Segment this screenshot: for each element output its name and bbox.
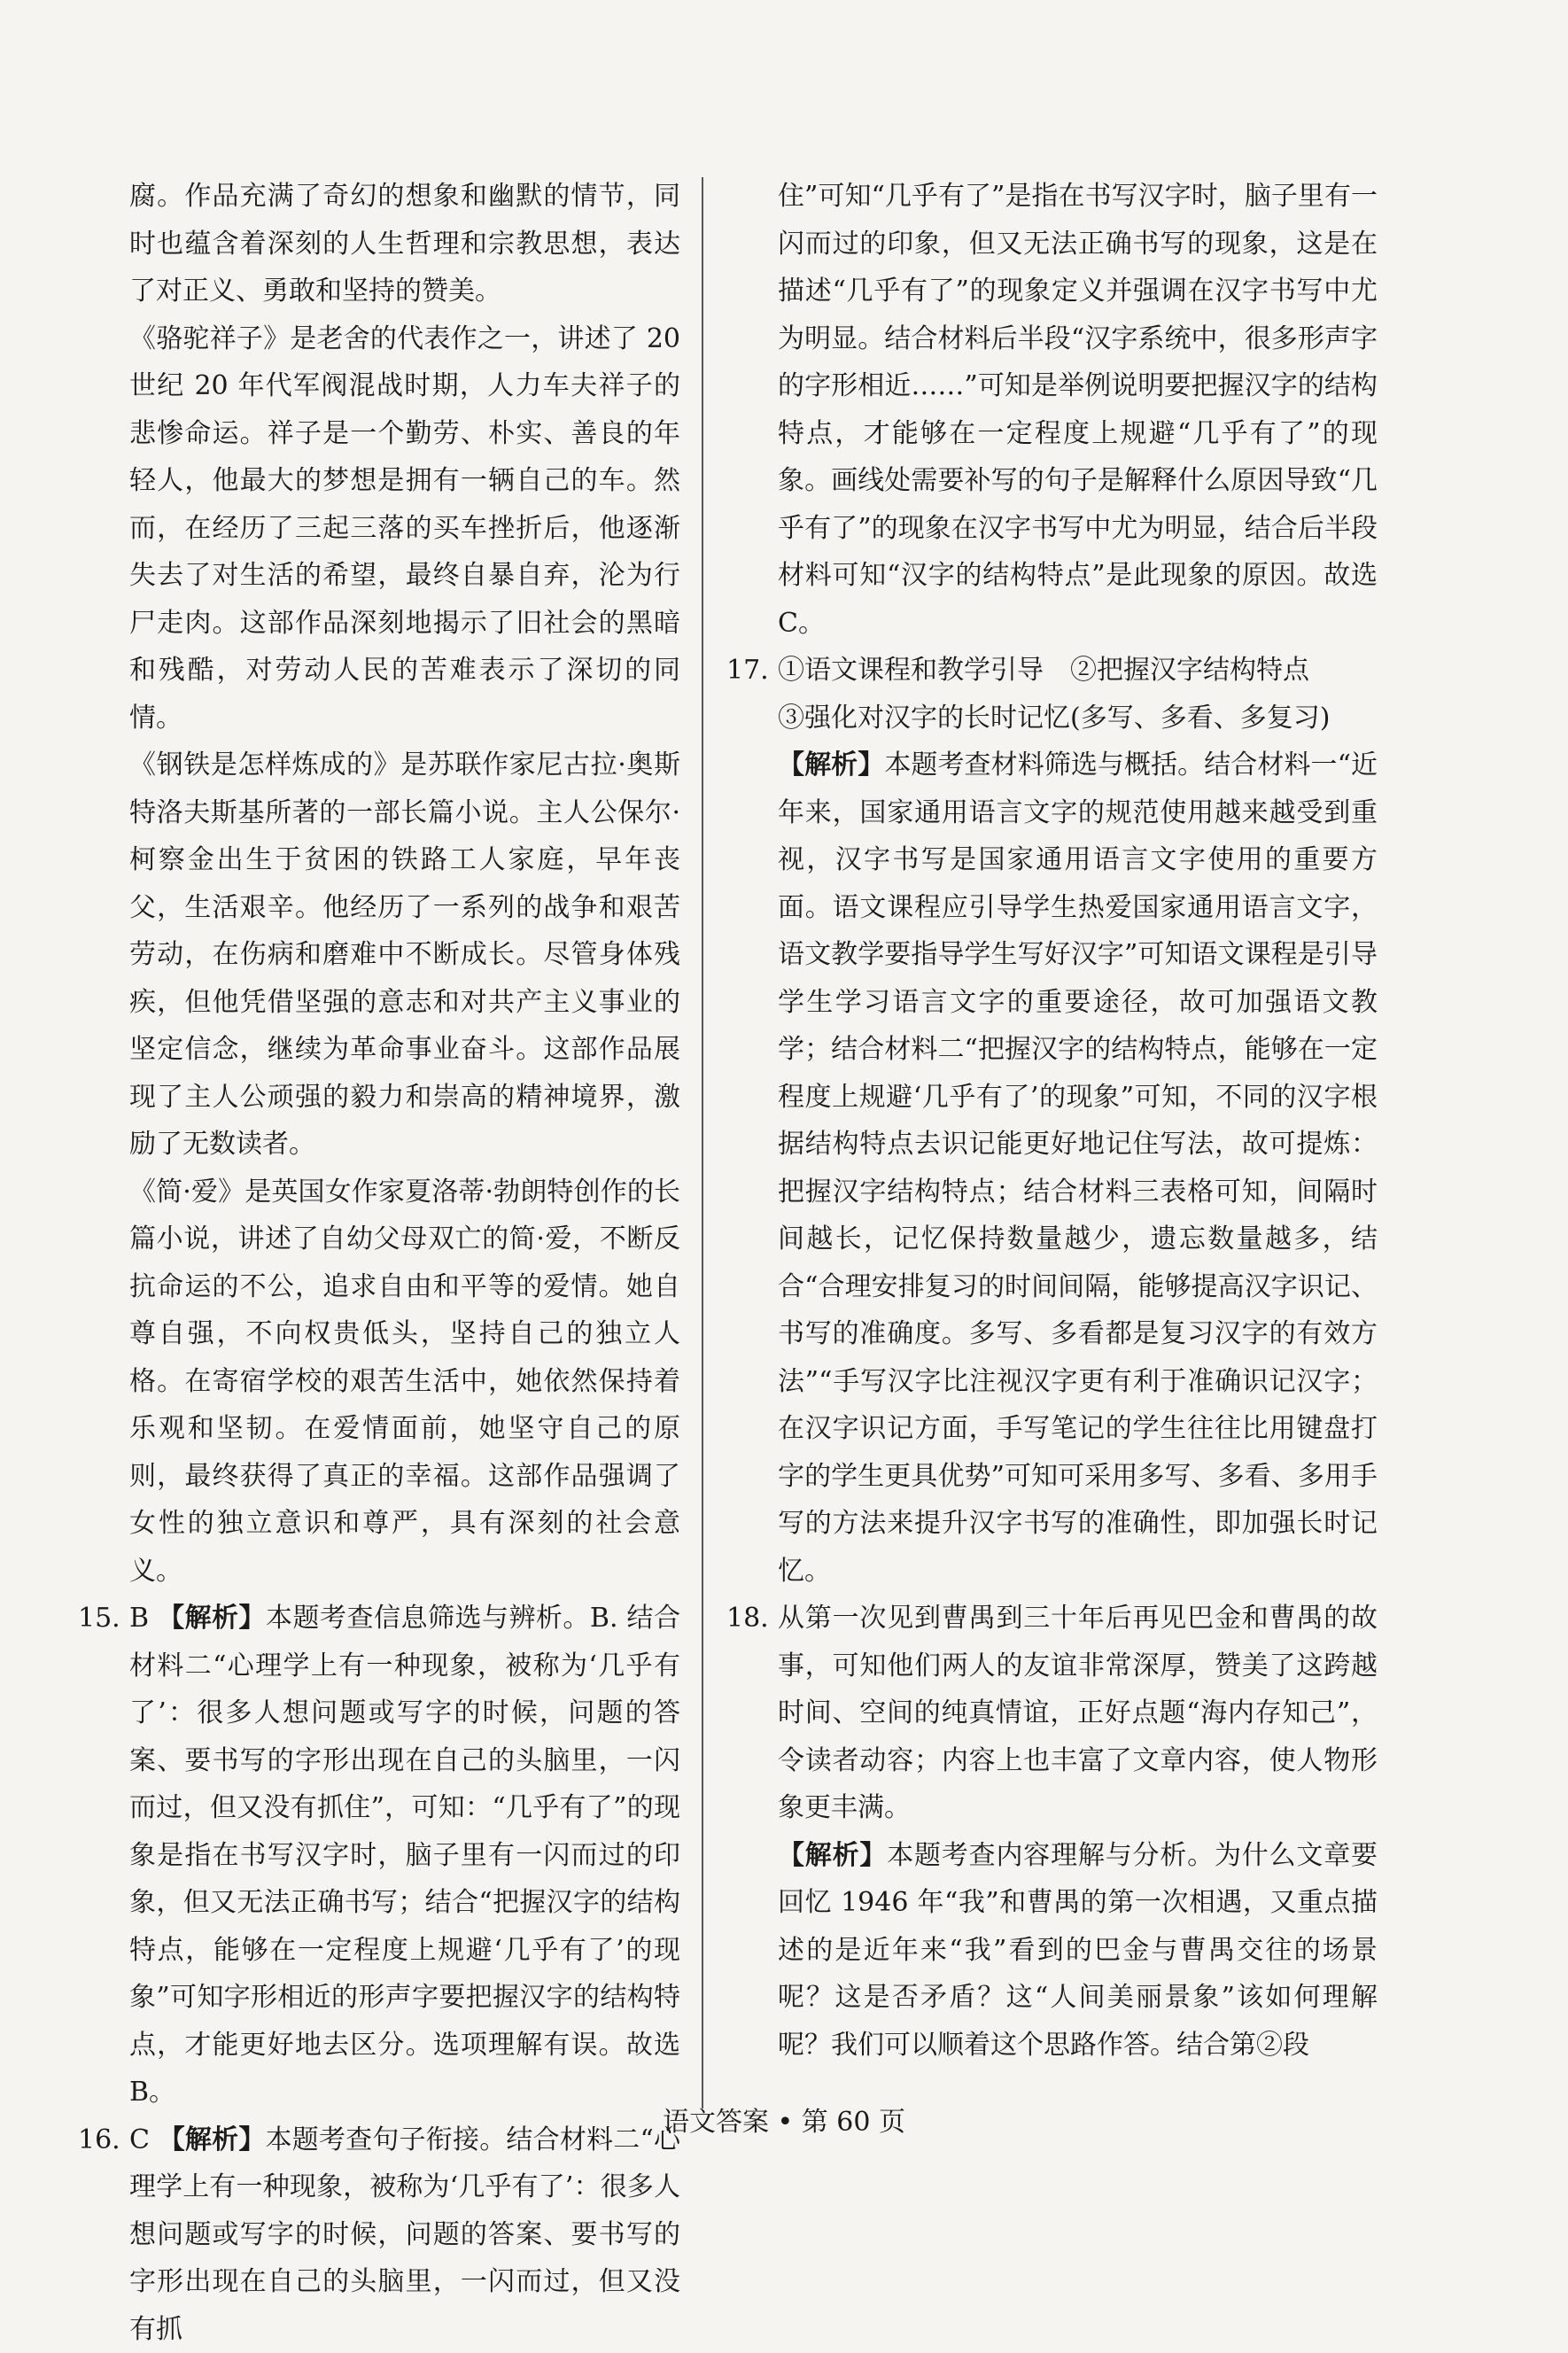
analysis-tag: 【解析】 bbox=[778, 1840, 887, 1871]
question-number: 15. bbox=[78, 1595, 120, 1642]
question-number: 16. bbox=[78, 2116, 120, 2164]
book-summary-jane-eyre: 《简·爱》是英国女作家夏洛蒂·勃朗特创作的长篇小说，讲述了自幼父母双亡的简·爱，不断反抗命运的不公，追求自由和平等的爱情。她自尊自强，不向权贵低头，坚持自己的独立人格。在寄宿学校的艰苦生活中，她依然保持着乐观和坚韧。在爱情面前，她坚守自己的原则，最终获得了真正的幸福。这部作品强调了女性的独立意识和尊严，具有深刻的社会意义。 bbox=[78, 1169, 680, 1596]
left-column bbox=[78, 173, 680, 2353]
book-summary-camel-xiangzi: 《骆驼祥子》是老舍的代表作之一，讲述了 20 世纪 20 年代军阀混战时期，人力车夫祥子的悲惨命运。祥子是一个勤劳、朴实、善良的年轻人，他最大的梦想是拥有一辆自己的车。然而，在经历了三起三落的买车挫折后，他逐渐失去了对生活的希望，最终自暴自弃，沦为行尸走肉。这部作品深刻地揭示了旧社会的黑暗和残酷，对劳动人民的苦难表示了深切的同情。 bbox=[78, 315, 680, 742]
question-18 bbox=[726, 1595, 1378, 2069]
question-number: 17. bbox=[726, 647, 769, 695]
answer-line-2: ③强化对汉字的长时记忆(多写、多看、多复习) bbox=[778, 695, 1378, 742]
analysis-text: 本题考查材料筛选与概括。结合材料一“近年来，国家通用语言文字的规范使用越来越受到重视，汉字书写是国家通用语言文字使用的重要方面。语文课程应引导学生热爱国家通用语言文字，语文教学要指导学生写好汉字”可知语文课程是引导学生学习语言文字的重要途径，故可加强语文教学；结合材料二“把握汉字的结构特点，能够在一定程度上规避‘几乎有了’的现象”可知，不同的汉字根据结构特点去识记能更好地记住写法，故可提炼：把握汉字结构特点；结合材料三表格可知，间隔时间越长，记忆保持数量越少，遗忘数量越多，结合“合理安排复习的时间间隔，能够提高汉字识记、书写的准确度。多写、多看都是复习汉字的有效方法”“手写汉字比注视汉字更有利于准确识记汉字；在汉字识记方面，手写笔记的学生往往比用键盘打字的学生更具优势”可知可采用多写、多看、多用手写的方法来提升汉字书写的准确性，即加强长时记忆。 bbox=[778, 749, 1378, 1587]
book-summary-steel: 《钢铁是怎样炼成的》是苏联作家尼古拉·奥斯特洛夫斯基所著的一部长篇小说。主人公保尔·柯察金出生于贫困的铁路工人家庭，早年丧父，生活艰辛。他经历了一系列的战争和艰苦劳动，在伤病和磨难中不断成长。尽管身体残疾，但他凭借坚强的意志和对共产主义事业的坚定信念，继续为革命事业奋斗。这部作品展现了主人公顽强的毅力和崇高的精神境界，激励了无数读者。 bbox=[78, 742, 680, 1169]
analysis-tag: 【解析】 bbox=[778, 749, 884, 780]
answer-line-1: ①语文课程和教学引导 ②把握汉字结构特点 bbox=[778, 647, 1378, 695]
question-16 bbox=[78, 2116, 680, 2353]
question-answer: C bbox=[129, 2124, 150, 2155]
question-17 bbox=[726, 647, 1378, 1595]
analysis-text: 本题考查内容理解与分析。为什么文章要回忆 1946 年“我”和曹禺的第一次相遇，又重点描述的是近年来“我”看到的巴金与曹禺交往的场景呢？这是否矛盾？这“人间美丽景象”该如何理解呢？我们可以顺着这个思路作答。结合第②段 bbox=[778, 1840, 1378, 2061]
intro-continuation: 腐。作品充满了奇幻的想象和幽默的情节，同时也蕴含着深刻的人生哲理和宗教思想，表达了对正义、勇敢和坚持的赞美。 bbox=[78, 173, 680, 315]
analysis-tag: 【解析】 bbox=[158, 1603, 266, 1634]
column-divider bbox=[702, 177, 703, 2108]
analysis-text: 本题考查句子衔接。结合材料二“心理学上有一种现象，被称为‘几乎有了’：很多人想问题或写字的时候，问题的答案、要书写的字形出现在自己的头脑里，一闪而过，但又没有抓 bbox=[129, 2124, 680, 2345]
right-column bbox=[726, 173, 1378, 2069]
question-answer: B bbox=[129, 1603, 149, 1634]
analysis-tag: 【解析】 bbox=[159, 2124, 266, 2155]
question-answer: 从第一次见到曹禺到三十年后再见巴金和曹禺的故事，可知他们两人的友谊非常深厚，赞美了这跨越时间、空间的纯真情谊，正好点题“海内存知己”，令读者动容；内容上也丰富了文章内容，使人物形象更丰满。 bbox=[778, 1595, 1378, 1832]
question-16-continuation: 住”可知“几乎有了”是指在书写汉字时，脑子里有一闪而过的印象，但又无法正确书写的现象，这是在描述“几乎有了”的现象定义并强调在汉字书写中尤为明显。结合材料后半段“汉字系统中，很多形声字的字形相近……”可知是举例说明要把握汉字的结构特点，才能够在一定程度上规避“几乎有了”的现象。画线处需要补写的句子是解释什么原因导致“几乎有了”的现象在汉字书写中尤为明显，结合后半段材料可知“汉字的结构特点”是此现象的原因。故选 C。 bbox=[726, 173, 1378, 647]
question-15 bbox=[78, 1595, 680, 2116]
page-footer: 语文答案 • 第 60 页 bbox=[0, 2100, 1568, 2139]
analysis-text: 本题考查信息筛选与辨析。B. 结合材料二“心理学上有一种现象，被称为‘几乎有了’：很多人想问题或写字的时候，问题的答案、要书写的字形出现在自己的头脑里，一闪而过，但又没有抓住”，可知：“几乎有了”的现象是指在书写汉字时，脑子里有一闪而过的印象，但又无法正确书写；结合“把握汉字的结构特点，能够在一定程度上规避‘几乎有了’的现象”可知字形相近的形声字要把握汉字的结构特点，才能更好地去区分。选项理解有误。故选 B。 bbox=[129, 1603, 680, 2108]
question-number: 18. bbox=[726, 1595, 769, 1642]
